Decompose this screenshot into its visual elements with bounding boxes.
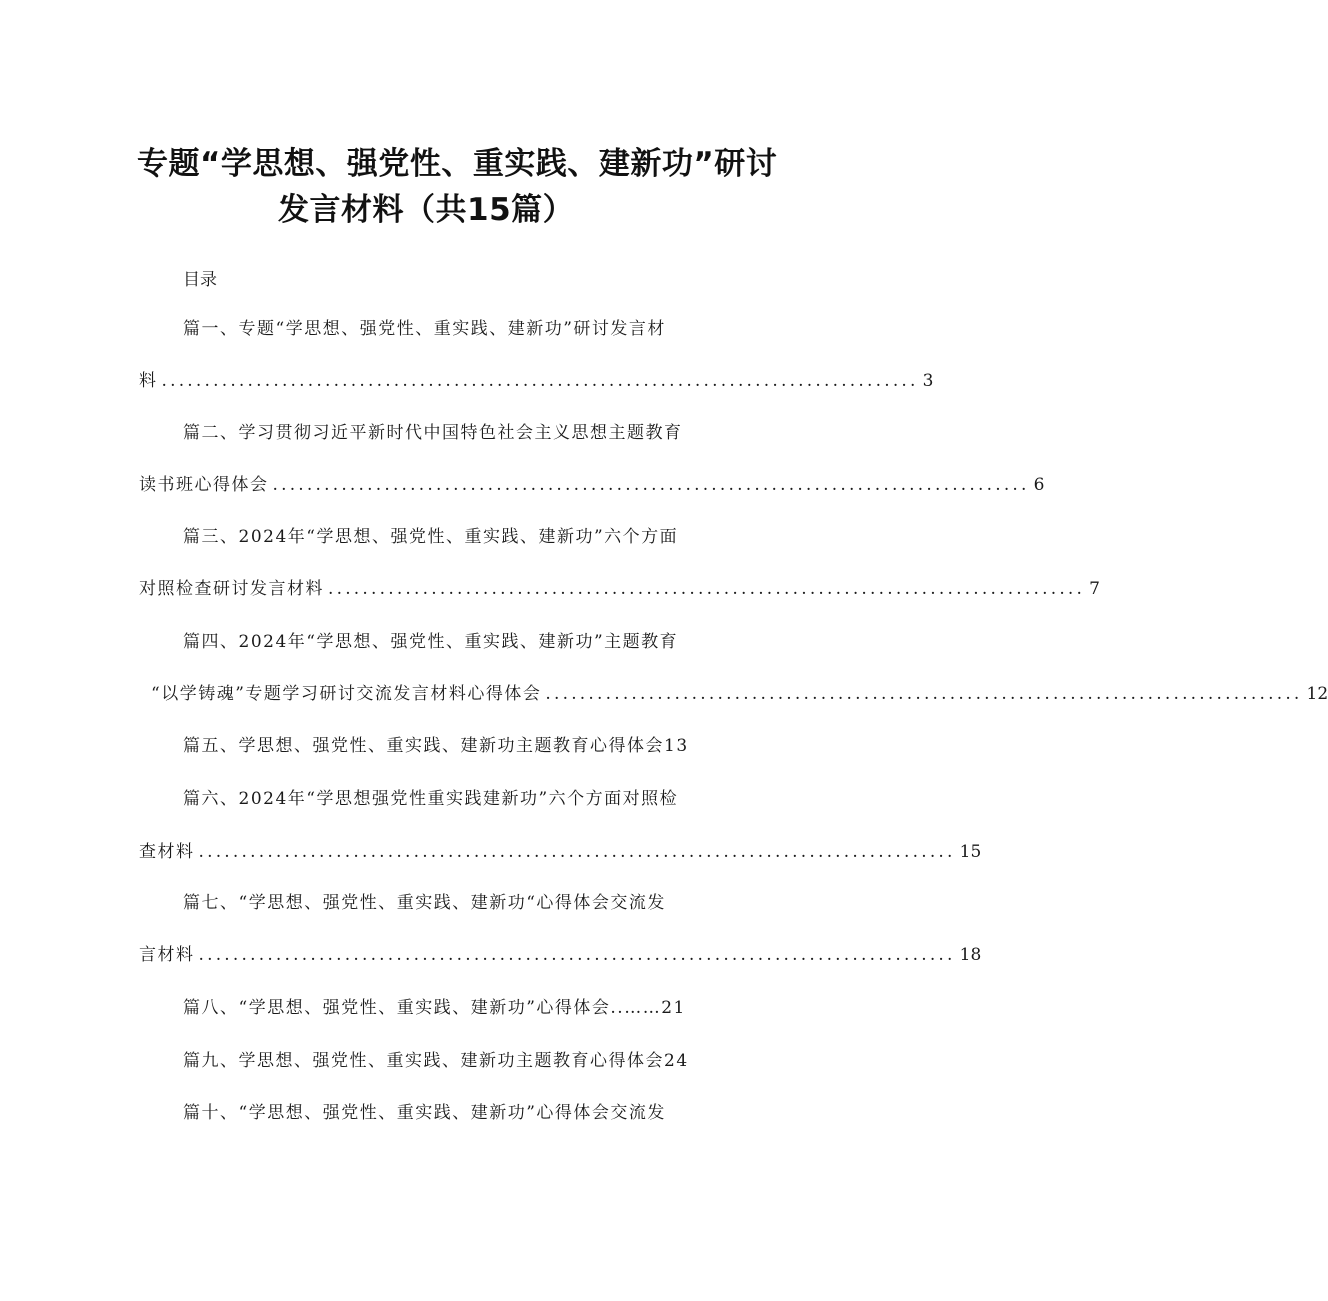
toc-entry-3-text: 对照检查研讨发言材料 — [139, 579, 324, 599]
toc-entry-4-text: “以学铸魂”专题学习研讨交流发言材料心得体会 — [151, 684, 542, 704]
dot-leader: ........................................................................................ — [545, 684, 1303, 704]
toc-entry-1-page: 3 — [922, 371, 934, 391]
toc-entry-5: 篇五、学思想、强党性、重实践、建新功主题教育心得体会13 — [183, 736, 689, 756]
toc-entry-3-page: 7 — [1089, 579, 1100, 599]
toc-entry-6-line-2 — [139, 840, 982, 864]
document-title-line-1: 专题“学思想、强党性、重实践、建新功”研讨 — [137, 146, 778, 182]
toc-entry-10-line-1: 篇十、“学思想、强党性、重实践、建新功”心得体会交流发 — [183, 1103, 666, 1123]
toc-entry-4-page: 12 — [1306, 684, 1328, 704]
toc-entry-2-page: 6 — [1033, 475, 1045, 495]
dot-leader: ........................................................................................ — [272, 475, 1030, 495]
toc-entry-7-line-1: 篇七、“学思想、强党性、重实践、建新功“心得体会交流发 — [183, 893, 666, 913]
toc-entry-6-line-1: 篇六、2024年“学思想强党性重实践建新功”六个方面对照检 — [183, 789, 679, 809]
dot-leader: ........................................................................................ — [198, 945, 956, 965]
toc-entry-1-line-1: 篇一、专题“学思想、强党性、重实践、建新功”研讨发言材 — [183, 319, 666, 339]
toc-entry-2-text: 读书班心得体会 — [139, 475, 269, 495]
toc-entry-7-page: 18 — [959, 945, 982, 965]
toc-entry-7-line-2 — [139, 943, 982, 967]
document-title-line-2: 发言材料（共15篇） — [278, 192, 575, 228]
toc-entry-3-line-1: 篇三、2024年“学思想、强党性、重实践、建新功”六个方面 — [183, 527, 679, 547]
toc-heading: 目录 — [183, 270, 217, 290]
toc-entry-9: 篇九、学思想、强党性、重实践、建新功主题教育心得体会24 — [183, 1051, 689, 1071]
toc-entry-1-line-2 — [139, 369, 934, 393]
dot-leader: ........................................................................................ — [328, 579, 1086, 599]
toc-entry-2-line-1: 篇二、学习贯彻习近平新时代中国特色社会主义思想主题教育 — [183, 423, 683, 443]
toc-entry-4-line-1: 篇四、2024年“学思想、强党性、重实践、建新功”主题教育 — [183, 632, 679, 652]
toc-entry-6-page: 15 — [959, 842, 982, 862]
toc-entry-6-text: 查材料 — [139, 842, 195, 862]
toc-entry-4-line-2 — [151, 682, 1328, 706]
toc-entry-1-text: 料 — [139, 371, 158, 391]
toc-entry-2-line-2 — [139, 473, 1045, 497]
toc-entry-3-line-2 — [139, 577, 1100, 601]
dot-leader: ........................................................................................ — [161, 371, 919, 391]
toc-entry-7-text: 言材料 — [139, 945, 195, 965]
dot-leader: ........................................................................................ — [198, 842, 956, 862]
toc-entry-8: 篇八、“学思想、强党性、重实践、建新功”心得体会..……21 — [183, 998, 686, 1018]
